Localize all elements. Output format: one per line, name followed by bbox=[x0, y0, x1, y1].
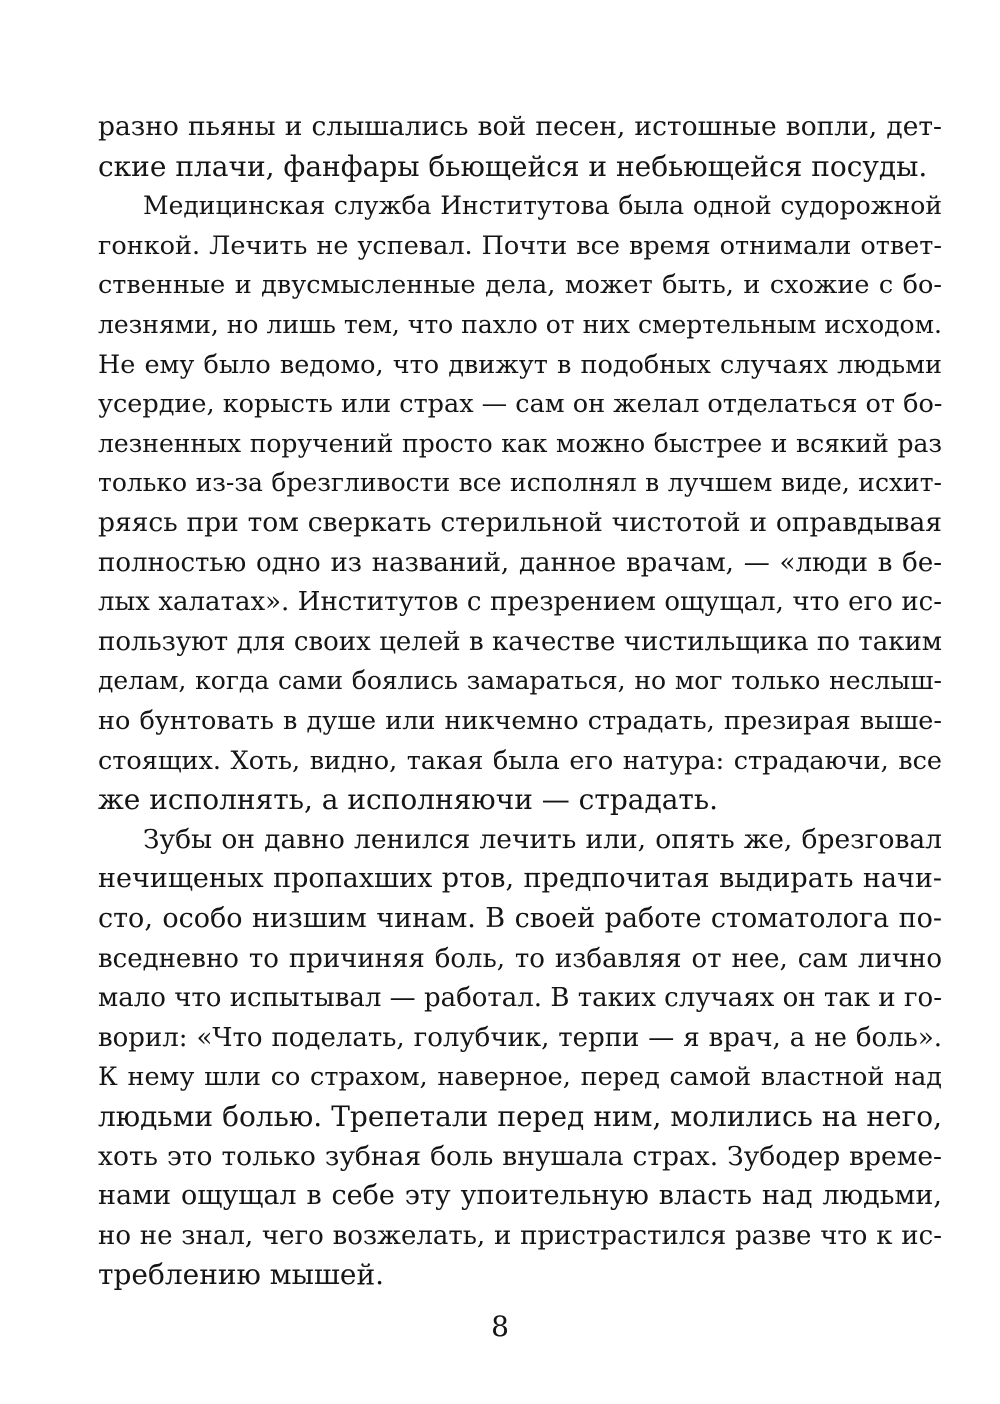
text-line: лезнями, но лишь тем, что пахло от них смертельным исходом. bbox=[98, 310, 942, 339]
text-line: нами ощущал в себе эту упоительную власть над людьми, bbox=[98, 1180, 942, 1211]
text-line: вседневно то причиняя боль, то избавляя от нее, сам лично bbox=[98, 944, 942, 974]
text-line: ские плачи, фанфары бьющейся и небьющейся посуды. bbox=[98, 150, 928, 183]
text-line: людьми болью. Трепетали перед ним, молились на него, bbox=[98, 1100, 942, 1133]
text-line: ственные и двусмысленные дела, может быть, и схожие с бо- bbox=[98, 270, 942, 300]
text-line: треблению мышей. bbox=[98, 1258, 385, 1291]
text-line: нечищеных пропахших ртов, предпочитая выдирать начи- bbox=[98, 863, 942, 894]
text-line: хоть это только зубная боль внушала страх. Зубодер време- bbox=[98, 1141, 942, 1172]
text-line: мало что испытывал — работал. В таких случаях он так и го- bbox=[98, 983, 942, 1013]
text-line: делам, когда сами боялись замараться, но мог только неслыш- bbox=[98, 666, 942, 695]
text-line: ряясь при том сверкать стерильной чистотой и оправдывая bbox=[98, 507, 942, 538]
text-line: усердие, корысть или страх — сам он желал отделаться от бо- bbox=[98, 389, 942, 419]
text-line: же исполнять, а исполняючи — страдать. bbox=[98, 783, 719, 816]
text-line: лых халатах». Институтов с презрением ощущал, что его ис- bbox=[98, 587, 942, 617]
text-line: Не ему было ведомо, что движут в подобных случаях людьми bbox=[98, 350, 942, 380]
text-line: ворил: «Что поделать, голубчик, терпи — я врач, а не боль». bbox=[98, 1023, 942, 1053]
text-line: пользуют для своих целей в качестве чистильщика по таким bbox=[98, 627, 942, 657]
text-line: стоящих. Хоть, видно, такая была его натура: страдаючи, все bbox=[98, 746, 942, 776]
text-line: разно пьяны и слышались вой песен, истошные вопли, дет- bbox=[98, 111, 942, 142]
text-line: сто, особо низшим чинам. В своей работе стоматолога по- bbox=[98, 903, 942, 934]
text-line: гонкой. Лечить не успевал. Почти все время отнимали ответ- bbox=[98, 231, 942, 261]
text-line: только из-за брезгливости все исполнял в лучшем виде, исхит- bbox=[98, 468, 942, 497]
text-line: Медицинская служба Институтова была одной судорожной bbox=[143, 191, 942, 220]
text-line: Зубы он давно ленился лечить или, опять же, брезговал bbox=[143, 824, 942, 855]
text-line: К нему шли со страхом, наверное, перед самой властной над bbox=[98, 1062, 942, 1092]
text-line: полностью одно из названий, данное врачам, — «люди в бе- bbox=[98, 548, 942, 578]
text-line: но бунтовать в душе или никчемно страдать, презирая выше- bbox=[98, 706, 942, 736]
text-line: лезненных поручений просто как можно быстрее и всякий раз bbox=[98, 429, 942, 458]
page-number: 8 bbox=[491, 1310, 509, 1343]
text-line: но не знал, чего возжелать, и пристрастился разве что к ис- bbox=[98, 1221, 942, 1251]
